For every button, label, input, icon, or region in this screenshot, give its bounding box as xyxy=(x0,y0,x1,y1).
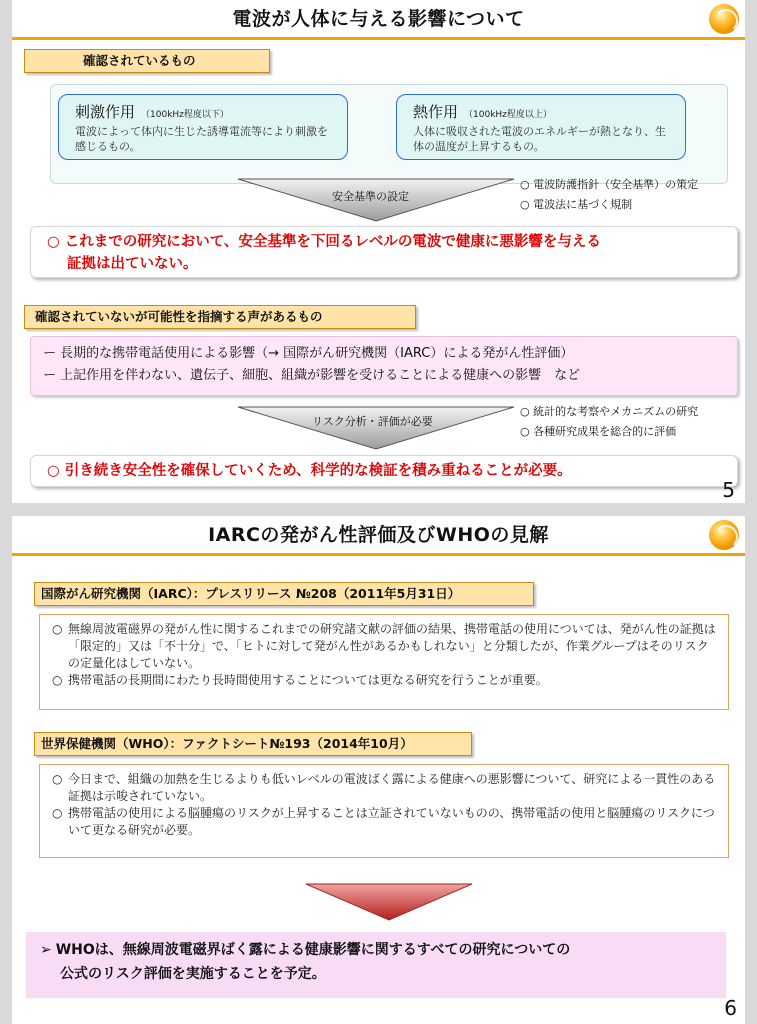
stimulation-box xyxy=(58,94,348,160)
stimulation-title: 刺激作用 xyxy=(75,103,136,121)
safety-bullet-1: ○ 電波防護指針（安全基準）の策定 xyxy=(520,178,699,191)
conclusion-2-text: ○ 引き続き安全性を確保していくため、科学的な検証を積み重ねることが必要。 xyxy=(47,463,572,479)
who-label: 世界保健機関（WHO）：ファクトシート№193（2014年10月） xyxy=(34,732,472,756)
who-plan-line-2: 公式のリスク評価を実施することを予定。 xyxy=(60,966,326,982)
slide-5-title-bar xyxy=(12,0,745,40)
iarc-item-2: 携帯電話の長期間にわたり長時間使用することについては更なる研究を行うことが重要。 xyxy=(68,673,548,687)
bullet-circle-icon: ○ xyxy=(52,772,63,786)
arrow-risk-label: リスク分析・評価が必要 xyxy=(312,415,433,428)
conclusion-1-line-2: 証拠は出ていない。 xyxy=(67,256,198,272)
slide-5-title: 電波が人体に与える影響について xyxy=(232,8,525,30)
unconfirmed-item-2: ー 上記作用を伴わない、遺伝子、細胞、組織が影響を受けることによる健康への影響 など xyxy=(43,368,581,383)
risk-bullet-1: ○ 統計的な考察やメカニズムの研究 xyxy=(520,405,699,418)
unconfirmed-box xyxy=(30,336,738,396)
bullet-circle-icon: ○ xyxy=(52,622,63,636)
iarc-item-1: 無線周波電磁界の発がん性に関するこれまでの研究諸文献の評価の結果、携帯電話の使用については、発がん性の証拠は「限定的」又は「不十分」で、「ヒトに対して発がん性があるかもしれない」と分類したが、作業グループはそのリスクの定量化はしていない。 xyxy=(68,622,716,670)
who-item-2: 携帯電話の使用による脳腫瘍のリスクが上昇することは立証されていないものの、携帯電話の使用と脳腫瘍のリスクについて更なる研究が必要。 xyxy=(68,806,715,837)
stimulation-heading xyxy=(75,101,331,122)
thermal-heading xyxy=(413,101,669,122)
bullet-circle-icon: ○ xyxy=(52,806,63,820)
conclusion-1-box xyxy=(30,226,738,278)
arrow-bullet-icon: ➢ xyxy=(40,942,52,958)
unconfirmed-label: 確認されていないが可能性を指摘する声があるもの xyxy=(24,305,416,329)
orb-logo-icon xyxy=(709,520,739,550)
thermal-body: 人体に吸収された電波のエネルギーが熱となり、生体の温度が上昇するもの。 xyxy=(413,125,666,153)
arrow-safety-label: 安全基準の設定 xyxy=(332,190,409,203)
conclusion-2-box xyxy=(30,455,738,487)
slide-5 xyxy=(12,0,745,503)
slide-6-title: IARCの発がん性評価及びWHOの見解 xyxy=(208,524,549,546)
page-number-5: 5 xyxy=(722,478,735,502)
confirmed-label: 確認されているもの xyxy=(24,49,270,73)
who-box xyxy=(39,764,729,858)
down-arrow-red-icon xyxy=(304,882,474,922)
slide-6-title-bar xyxy=(12,516,745,556)
orb-logo-icon xyxy=(709,4,739,34)
who-plan-line-1 xyxy=(40,938,712,962)
who-plan-line-1-text: WHOは、無線周波電磁界ばく露による健康影響に関するすべての研究についての xyxy=(55,942,571,958)
who-plan-box xyxy=(26,932,726,998)
iarc-item xyxy=(52,621,716,672)
stimulation-body: 電波によって体内に生じた誘導電流等により刺激を感じるもの。 xyxy=(75,125,328,153)
iarc-box xyxy=(39,614,729,710)
bullet-circle-icon: ○ xyxy=(52,673,63,687)
thermal-note: （100kHz程度以上） xyxy=(464,110,552,120)
conclusion-1-line-1: ○ これまでの研究において、安全基準を下回るレベルの電波で健康に悪影響を与える xyxy=(47,234,601,250)
iarc-label: 国際がん研究機関（IARC）：プレスリリース №208（2011年5月31日） xyxy=(34,582,534,606)
iarc-item xyxy=(52,672,716,689)
unconfirmed-item-1: ー 長期的な携帯電話使用による影響（→ 国際がん研究機関（IARC）による発がん性評価） xyxy=(43,346,574,361)
who-item-1: 今日まで、組織の加熱を生じるよりも低いレベルの電波ばく露による健康への悪影響について、研究による一貫性のある証拠は示唆されていない。 xyxy=(68,772,716,803)
risk-bullet-2: ○ 各種研究成果を総合的に評価 xyxy=(520,425,677,438)
stimulation-note: （100kHz程度以下） xyxy=(141,110,229,120)
safety-bullet-2: ○ 電波法に基づく規制 xyxy=(520,198,633,211)
who-item xyxy=(52,805,716,839)
thermal-box xyxy=(396,94,686,160)
thermal-title: 熱作用 xyxy=(413,103,459,121)
who-item xyxy=(52,771,716,805)
page-number-6: 6 xyxy=(724,996,737,1020)
